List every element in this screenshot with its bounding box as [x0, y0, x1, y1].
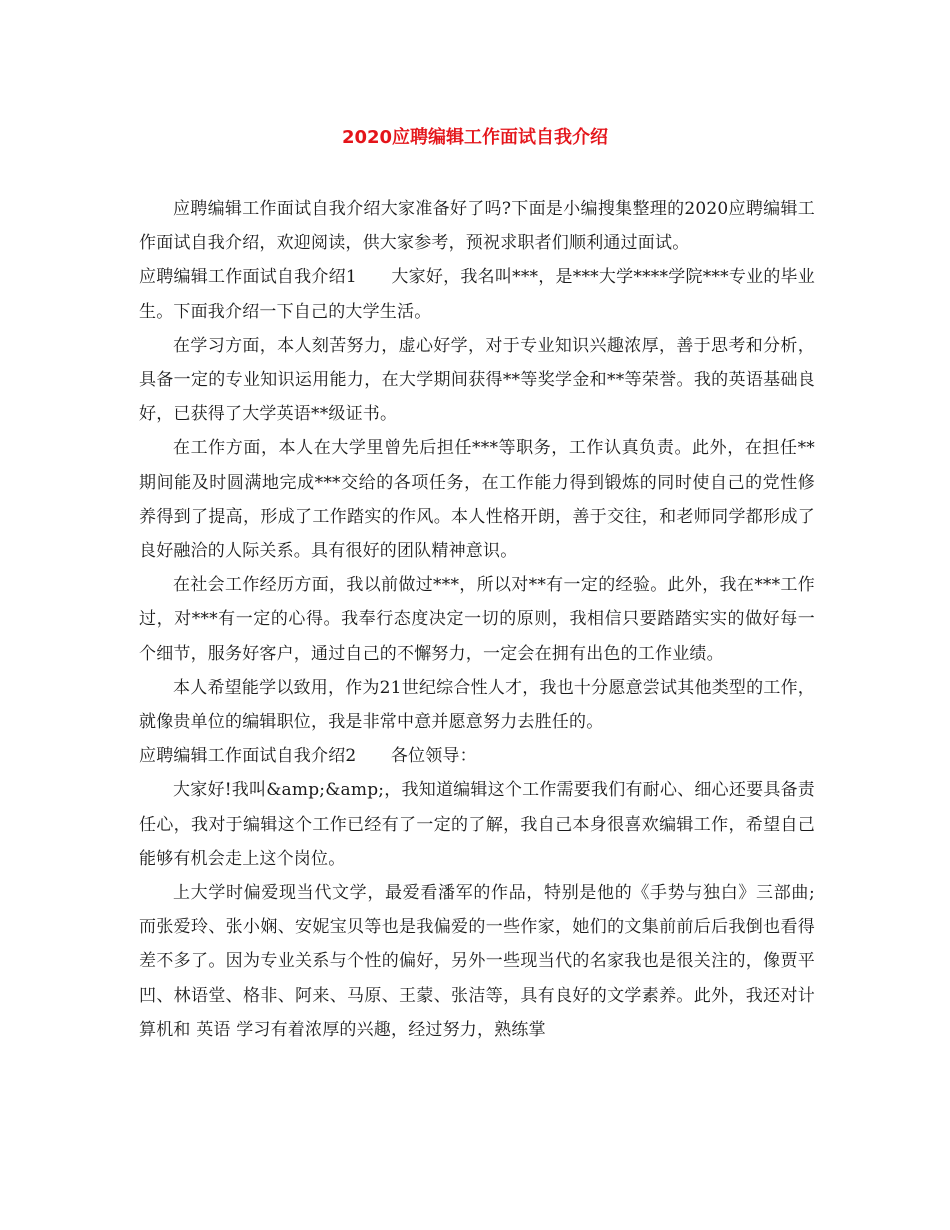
paragraph-section-1-heading: 应聘编辑工作面试自我介绍1 大家好，我名叫***，是***大学****学院***专业的毕业生。下面我介绍一下自己的大学生活。	[139, 267, 815, 322]
paragraph-social-experience: 在社会工作经历方面，我以前做过***，所以对**有一定的经验。此外，我在***工作过，对***有一定的心得。我奉行态度决定一切的原则，我相信只要踏踏实实的做好每一个细节，服务好客户，通过自己的不懈努力，一定会在拥有出色的工作业绩。	[139, 575, 815, 664]
paragraph-section-2-heading: 应聘编辑工作面试自我介绍2 各位领导：	[139, 746, 477, 767]
paragraph-literature: 上大学时偏爱现当代文学，最爱看潘军的作品，特别是他的《手势与独白》三部曲;而张爱玲、张小娴、安妮宝贝等也是我偏爱的一些作家，她们的文集前前后后我倒也看得差不多了。因为专业关系与个性的偏好，另外一些现当代的名家我也是很关注的，像贾平凹、林语堂、格非、阿来、马原、王蒙、张洁等，具有良好的文学素养。此外，我还对计算机和 英语 学习有着浓厚的兴趣，经过努力，熟练掌	[139, 883, 815, 1040]
document-body	[139, 192, 815, 1047]
document-title: 2020应聘编辑工作面试自我介绍	[341, 127, 609, 148]
paragraph-hope: 本人希望能学以致用，作为21世纪综合性人才，我也十分愿意尝试其他类型的工作，就像贵单位的编辑职位，我是非常中意并愿意努力去胜任的。	[139, 677, 815, 733]
paragraph-intro: 应聘编辑工作面试自我介绍大家准备好了吗?下面是小编搜集整理的2020应聘编辑工作面试自我介绍，欢迎阅读，供大家参考，预祝求职者们顺利通过面试。	[139, 199, 815, 254]
paragraph-greeting: 大家好!我叫&amp;&amp;，我知道编辑这个工作需要我们有耐心、细心还要具备责任心，我对于编辑这个工作已经有了一定的了解，我自己本身很喜欢编辑工作，希望自己能够有机会走上这个岗位。	[139, 780, 815, 869]
paragraph-work: 在工作方面，本人在大学里曾先后担任***等职务，工作认真负责。此外，在担任**期间能及时圆满地完成***交给的各项任务，在工作能力得到锻炼的同时使自己的党性修养得到了提高，形成了工作踏实的作风。本人性格开朗，善于交往，和老师同学都形成了良好融洽的人际关系。具有很好的团队精神意识。	[139, 438, 815, 562]
paragraph-study: 在学习方面，本人刻苦努力，虚心好学，对于专业知识兴趣浓厚，善于思考和分析，具备一定的专业知识运用能力，在大学期间获得**等奖学金和**等荣誉。我的英语基础良好，已获得了大学英语**级证书。	[139, 335, 815, 425]
